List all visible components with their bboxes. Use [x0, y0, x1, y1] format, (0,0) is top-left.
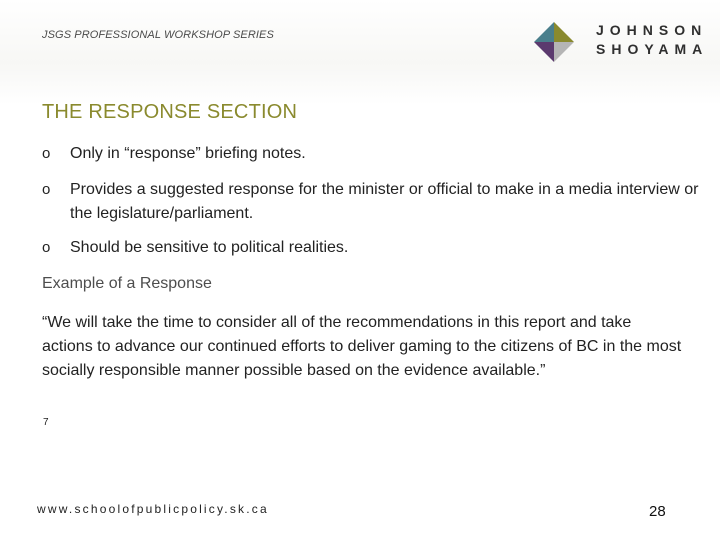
bullet-item	[42, 142, 710, 166]
johnson-shoyama-logo	[532, 20, 712, 64]
slide-title: THE RESPONSE SECTION	[42, 101, 298, 123]
footnote: 7	[43, 417, 49, 428]
bullet-marker: o	[42, 145, 51, 162]
logo-text-shoyama: SHOYAMA	[596, 41, 709, 57]
footer-website: www.schoolofpublicpolicy.sk.ca	[37, 502, 269, 516]
logo-mark-icon	[532, 20, 576, 64]
page-number: 28	[649, 503, 666, 520]
bullet-text: Provides a suggested response for the minister or official to make in a media interview or the legislature/parliament.	[70, 181, 699, 222]
logo-text-johnson: JOHNSON	[596, 22, 708, 38]
example-quote: “We will take the time to consider all of the recommendations in this report and take actions to advance our continued efforts to deliver gaming to the citizens of BC in the most socially responsible manner possible based on the evidence available.”	[42, 314, 682, 379]
bullet-text: Only in “response” briefing notes.	[70, 145, 306, 162]
bullet-item	[42, 236, 710, 260]
bullet-item	[42, 178, 710, 226]
bullet-text: Should be sensitive to political realities.	[70, 239, 349, 256]
series-label: JSGS PROFESSIONAL WORKSHOP SERIES	[42, 29, 274, 41]
example-heading: Example of a Response	[42, 275, 212, 292]
bullet-marker: o	[42, 239, 51, 256]
bullet-marker: o	[42, 181, 51, 198]
